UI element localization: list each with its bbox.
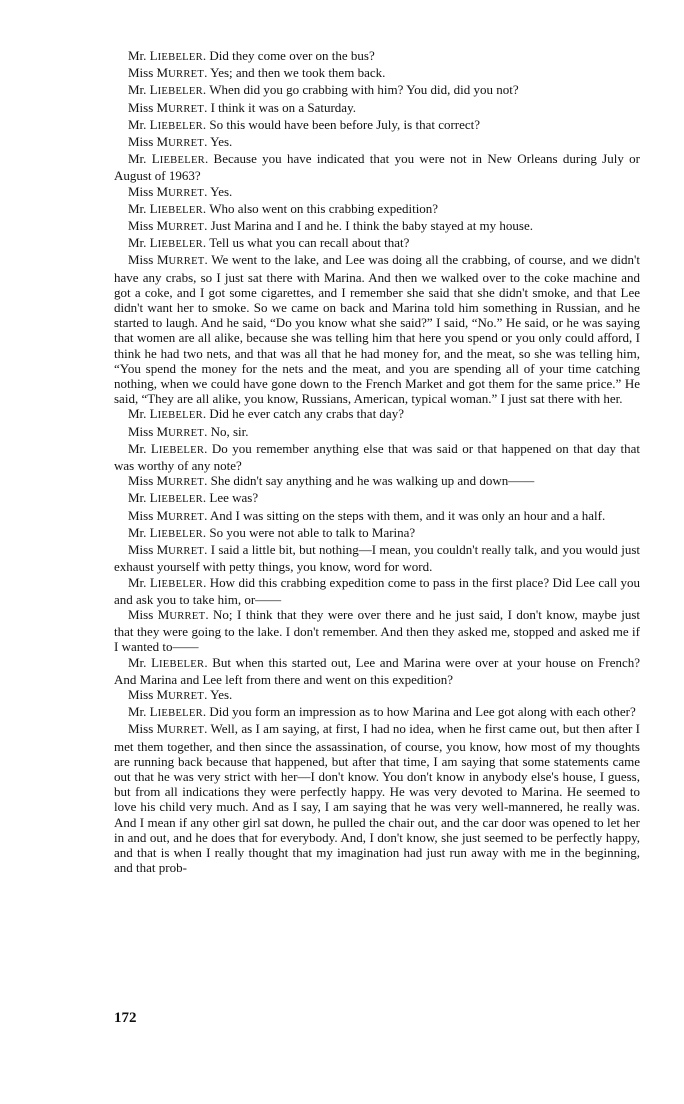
testimony-text: I think it was on a Saturday. <box>210 99 356 115</box>
speaker-honorific: Mr. L <box>128 200 158 216</box>
testimony-paragraph: Miss MURRET. Yes. <box>128 686 233 702</box>
speaker-honorific: Mr. L <box>128 48 158 63</box>
testimony-paragraph: Miss MURRET. Just Marina and I and he. I think the baby stayed at my house. <box>128 218 533 234</box>
speaker-surname: IEBELER <box>157 204 203 216</box>
speaker-surname: URRET <box>168 690 205 702</box>
testimony-text: Did you form an impression as to how Marina and Lee got along with each other? <box>209 704 636 720</box>
speaker-surname: IEBELER <box>157 528 203 540</box>
speaker-name <box>128 508 204 523</box>
speaker-name <box>128 65 204 80</box>
speaker-honorific: Mr. L <box>128 490 158 506</box>
testimony-paragraph: Miss MURRET. No; I think that they were over there and he just said, I don't know, maybe just that they were going to the lake. I don't remember. And then they asked me, stopped and asked me if I wanted to—— <box>114 606 640 655</box>
speaker-surname: IEBELER <box>157 494 203 506</box>
testimony-paragraph: Miss MURRET. Yes. <box>128 183 233 199</box>
speaker-honorific: Mr. L <box>128 704 158 720</box>
speaker-name <box>128 100 204 115</box>
speaker-surname: URRET <box>168 69 205 81</box>
testimony-text: Yes; and then we took them back. <box>210 65 386 81</box>
speaker-honorific: Mr. L <box>128 151 160 167</box>
testimony-text: Just Marina and I and he. I think the baby stayed at my house. <box>210 218 533 234</box>
testimony-text: But when this started out, Lee and Marina were over at your house on French? And Marina and Lee left from there and went on this expedition? <box>114 654 641 687</box>
testimony-text: Yes. <box>210 134 233 150</box>
testimony-paragraph: Mr. LIEBELER. Do you remember anything else that was said or that happened on that day that was worthy of any note? <box>114 440 640 474</box>
speaker-surname: IEBELER <box>157 52 203 63</box>
speaker-honorific: Miss M <box>128 606 170 622</box>
testimony-paragraph: Miss MURRET. No, sir. <box>128 423 249 439</box>
testimony-paragraph: Miss MURRET. Yes. <box>128 134 233 150</box>
speaker-surname: IEBELER <box>157 86 203 98</box>
speaker-name <box>128 655 204 670</box>
speaker-name <box>128 607 205 622</box>
document-page <box>114 48 640 875</box>
testimony-paragraph: Miss MURRET. She didn't say anything and he was walking up and down—— <box>128 473 535 489</box>
testimony-paragraph: Mr. LIEBELER. Lee was? <box>128 490 259 506</box>
testimony-paragraph: Miss MURRET. We went to the lake, and Lee was doing all the crabbing, of course, and we didn't have any crabs, so I just sat there with Marina. And then we walked over to the coke machine and got a coke, and I got some cigarettes, and I remember she said that she didn't smoke, and that Lee didn't want her to smoke. So we came on back and Marina told him something in Russian, and he started to laugh. And he said, “Do you know what she said?” I said, “No.” He said, or he was saying that women are all alike, because she was telling him that here you spend or you only could afford, I think he had two nets, and that was all that he had money for, and the meat, so she was telling him, “You spend the money for the nets and the meat, and you are spending all of your time catching nothing, when we could have gone down to the French Market and got them for the same price.” He said, “They are all alike, you know, Russians, American, typical woman.” I just sat there with her. <box>114 252 640 407</box>
speaker-surname: URRET <box>169 610 206 622</box>
testimony-paragraph: Miss MURRET. And I was sitting on the steps with them, and it was only an hour and a half. <box>128 507 606 523</box>
speaker-name <box>128 525 203 540</box>
speaker-name <box>128 235 203 250</box>
testimony-text: Tell us what you can recall about that? <box>209 235 410 251</box>
speaker-surname: IEBELER <box>159 658 205 670</box>
speaker-name <box>128 704 203 719</box>
speaker-honorific: Miss M <box>128 507 169 523</box>
speaker-honorific: Mr. L <box>128 406 158 422</box>
speaker-name <box>128 151 205 166</box>
testimony-text: When did you go crabbing with him? You did, did you not? <box>209 82 519 98</box>
testimony-text: How did this crabbing expedition come to pass in the first place? Did Lee call you and ask you to take him, or—— <box>114 574 640 607</box>
speaker-honorific: Mr. L <box>128 116 158 132</box>
speaker-name <box>128 575 203 590</box>
testimony-paragraph: Mr. LIEBELER. Did he ever catch any crabs that day? <box>128 406 404 422</box>
speaker-honorific: Miss M <box>128 423 169 439</box>
speaker-honorific: Miss M <box>128 542 169 558</box>
speaker-name <box>128 424 204 439</box>
speaker-name <box>128 721 204 736</box>
speaker-name <box>128 490 203 505</box>
speaker-name <box>128 201 203 216</box>
speaker-surname: URRET <box>168 138 205 150</box>
speaker-name <box>128 184 204 199</box>
speaker-surname: URRET <box>168 546 205 558</box>
speaker-name <box>128 252 205 267</box>
testimony-paragraph: Mr. LIEBELER. Tell us what you can recall about that? <box>128 235 410 251</box>
testimony-text: No; I think that they were over there and he just said, I don't know, maybe just that they were going to the lake. I don't remember. And then they asked me, stopped and asked me if I wanted to—— <box>114 606 640 655</box>
testimony-paragraph: Mr. LIEBELER. So you were not able to talk to Marina? <box>128 524 416 540</box>
speaker-name <box>128 406 203 421</box>
speaker-honorific: Miss M <box>128 134 169 150</box>
testimony-text: So this would have been before July, is that correct? <box>209 116 481 132</box>
speaker-name <box>128 134 204 149</box>
speaker-honorific: Mr. L <box>128 654 160 670</box>
speaker-honorific: Miss M <box>128 218 169 234</box>
speaker-surname: URRET <box>168 511 205 523</box>
speaker-surname: URRET <box>168 256 205 268</box>
speaker-surname: IEBELER <box>157 410 203 422</box>
testimony-paragraph: Mr. LIEBELER. Because you have indicated that you were not in New Orleans during July or August of 1963? <box>114 151 640 184</box>
testimony-paragraph: Mr. LIEBELER. Did you form an impression as to how Marina and Lee got along with each other? <box>128 704 636 720</box>
testimony-text: And I was sitting on the steps with them, and it was only an hour and a half. <box>209 507 606 523</box>
speaker-surname: URRET <box>168 222 205 234</box>
speaker-surname: IEBELER <box>157 708 203 720</box>
testimony-text: I said a little bit, but nothing—I mean, you couldn't really talk, and you would just exhaust yourself with petty things, you know, word for word. <box>114 542 640 575</box>
testimony-text: So you were not able to talk to Marina? <box>209 524 416 540</box>
testimony-text: Lee was? <box>209 490 259 506</box>
speaker-honorific: Miss M <box>128 99 169 115</box>
speaker-honorific: Mr. L <box>128 524 158 540</box>
speaker-surname: URRET <box>168 477 205 489</box>
speaker-surname: IEBELER <box>158 444 205 456</box>
speaker-name <box>128 542 204 557</box>
speaker-surname: URRET <box>168 187 205 199</box>
testimony-paragraph: Miss MURRET. I think it was on a Saturday. <box>128 99 356 115</box>
testimony-text: Well, as I am saying, at first, I had no idea, when he first came out, but then after I met them together, and then since the assassination, of course, you know, how most of my thoughts are running back because that happened, but after that time, I am saying that some statements came out that he was very strict with her—I don't know. You don't know in anybody else's house, I guess, but from all indications they were perfectly happy. He was very devoted to Marina. He seemed to love his child very much. And as I say, I am saying that he was very well-mannered, he really was. And I mean if any other girl sat down, he pulled the chair out, and the car door was opened to let her in and out, and he does that for everybody. And, I don't know, she just seemed to be perfectly happy, and that is when I really thought that my imagination had just run away with me in the beginning, and that prob- <box>114 721 640 876</box>
speaker-name <box>128 48 203 63</box>
testimony-text: She didn't say anything and he was walking up and down—— <box>210 473 535 489</box>
testimony-paragraph: Mr. LIEBELER. But when this started out, Lee and Marina were over at your house on French? And Marina and Lee left from there and went on this expedition? <box>114 654 641 687</box>
testimony-text: No, sir. <box>210 423 249 439</box>
speaker-name <box>128 441 204 456</box>
speaker-honorific: Miss M <box>128 721 169 737</box>
testimony-paragraph: Mr. LIEBELER. Did they come over on the bus? <box>128 48 375 63</box>
testimony-paragraph: Miss MURRET. Yes; and then we took them back. <box>128 65 386 81</box>
speaker-honorific: Mr. L <box>128 235 158 251</box>
testimony-text: Yes. <box>210 183 233 199</box>
testimony-text: Because you have indicated that you were not in New Orleans during July or August of 1963? <box>114 151 640 184</box>
speaker-honorific: Miss M <box>128 252 169 268</box>
speaker-honorific: Miss M <box>128 686 169 702</box>
speaker-honorific: Miss M <box>128 65 169 81</box>
speaker-name <box>128 82 203 97</box>
speaker-honorific: Mr. L <box>128 440 159 456</box>
speaker-surname: URRET <box>168 427 205 439</box>
speaker-name <box>128 687 204 702</box>
testimony-paragraph: Miss MURRET. I said a little bit, but nothing—I mean, you couldn't really talk, and you would just exhaust yourself with petty things, you know, word for word. <box>114 542 640 575</box>
testimony-text: Did they come over on the bus? <box>209 48 375 63</box>
speaker-honorific: Miss M <box>128 473 169 489</box>
testimony-paragraph: Mr. LIEBELER. How did this crabbing expedition come to pass in the first place? Did Lee call you and ask you to take him, or—— <box>114 574 640 607</box>
testimony-paragraph: Mr. LIEBELER. When did you go crabbing with him? You did, did you not? <box>128 82 519 98</box>
speaker-surname: IEBELER <box>159 155 205 167</box>
speaker-surname: IEBELER <box>157 120 203 132</box>
speaker-honorific: Miss M <box>128 183 169 199</box>
speaker-surname: IEBELER <box>157 578 204 590</box>
speaker-name <box>128 218 204 233</box>
speaker-surname: URRET <box>168 103 205 115</box>
testimony-text: Do you remember anything else that was said or that happened on that day that was worthy of any note? <box>114 440 640 474</box>
speaker-surname: URRET <box>168 725 205 737</box>
speaker-honorific: Mr. L <box>128 82 158 98</box>
page-number: 172 <box>114 1010 137 1026</box>
testimony-paragraph: Miss MURRET. Well, as I am saying, at first, I had no idea, when he first came out, but then after I met them together, and then since the assassination, of course, you know, how most of my thoughts are running back because that happened, but after that time, I am saying that some statements came out that he was very strict with her—I don't know. You don't know in anybody else's house, I guess, but from all indications they were perfectly happy. He was very devoted to Marina. He seemed to love his child very much. And as I say, I am saying that he was very well-mannered, he really was. And I mean if any other girl sat down, he pulled the chair out, and the car door was opened to let her in and out, and he does that for everybody. And, I don't know, she just seemed to be perfectly happy, and that is when I really thought that my imagination had just run away with me in the beginning, and that prob- <box>114 721 640 876</box>
testimony-paragraph: Mr. LIEBELER. Who also went on this crabbing expedition? <box>128 200 439 216</box>
speaker-surname: IEBELER <box>157 239 203 251</box>
testimony-text: We went to the lake, and Lee was doing all the crabbing, of course, and we didn't have any crabs, so I just sat there with Marina. And then we walked over to the coke machine and got a coke, and I got some cigarettes, and I remember she said that she didn't smoke, and that Lee didn't want her to smoke. So we came on back and Marina told him something in Russian, and he started to laugh. And he said, “Do you know what she said?” I said, “No.” He said, or he was saying that women are all alike, because she was telling him that here you spend or you only could afford, I think he had two nets, and that was all that he had money for, and the meat, so she was telling him, “You spend the money for the nets and the meat, and you are spending all of your time catching nothing, when we could have gone down to the French Market and got them for the same price.” He said, “They are all alike, you know, Russians, American, typical woman.” I just sat there with her. <box>114 252 640 407</box>
speaker-name <box>128 473 204 488</box>
testimony-text: Yes. <box>210 686 233 702</box>
testimony-text: Did he ever catch any crabs that day? <box>209 406 404 422</box>
testimony-paragraph: Mr. LIEBELER. So this would have been before July, is that correct? <box>128 116 481 132</box>
testimony-text: Who also went on this crabbing expedition? <box>209 200 439 216</box>
speaker-name <box>128 117 203 132</box>
speaker-honorific: Mr. L <box>128 574 158 590</box>
